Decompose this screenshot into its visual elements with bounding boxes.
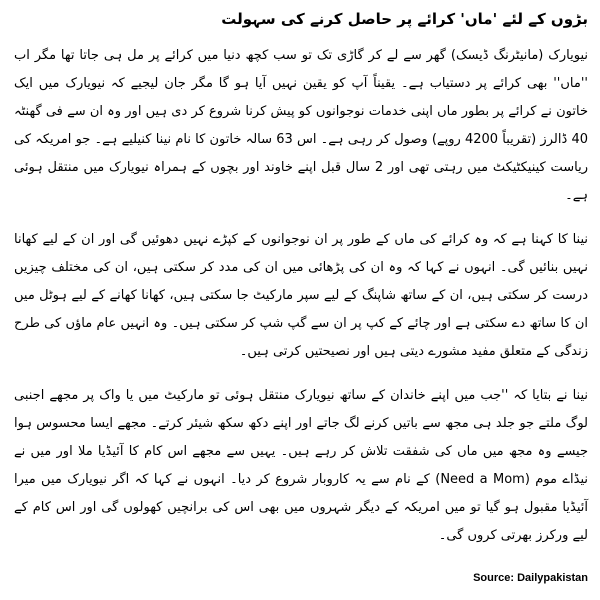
article-paragraph: نیویارک (مانیٹرنگ ڈیسک) گھر سے لے کر گاڑی تک تو سب کچھ دنیا میں کرائے پر مل ہی جاتا تھا مگر اب ''ماں'' بھی کرائے پر دستیاب ہے۔ یقیناً آپ کو یقین نہیں آیا ہو گا مگر جان لیجیے کہ نیویارک میں ایک خاتون نے کرائے پر بطور ماں اپنی خدمات نوجوانوں کو پیش کرنا شروع کر دی ہیں اور وہ ان سے فی گھنٹہ 40 ڈالرز (تقریباً 4200 روپے) وصول کر رہی ہے۔ اس 63 سالہ خاتون کا نام نینا کنیلیے ہے۔ جو امریکہ کی ریاست کینیکٹیکٹ میں رہتی تھی اور 2 سال قبل اپنے خاوند اور بچوں کے ہمراہ نیویارک میں منتقل ہوئی ہے۔: [14, 48, 588, 203]
article-page: [14, 6, 588, 594]
source-credit: Source: Dailypakistan: [473, 572, 588, 584]
article-paragraph: نینا نے بتایا کہ ''جب میں اپنے خاندان کے ساتھ نیویارک منتقل ہوئی تو مارکیٹ میں یا واک پر مجھے اجنبی لوگ ملتے جو جلد ہی مجھ سے باتیں کرنے لگ جاتے اور اپنے دکھ سکھ شیئر کرتے۔ مجھے ایسا محسوس ہوا جیسے وہ مجھ میں ماں کی شفقت تلاش کر رہے ہیں۔ یہیں سے مجھے اس کام کا آئیڈیا ملا اور میں نے نیڈاے موم (Need a Mom) کے نام سے یہ کاروبار شروع کر دیا۔ انہوں نے کہا کہ اگر نیویارک میں میرا آئیڈیا مقبول ہو گیا تو میں امریکہ کے دیگر شہروں میں بھی اس کی برانچیں کھولوں گی اور اس کام کے لیے ورکرز بھرتی کروں گی۔: [14, 388, 588, 543]
article-paragraph: نینا کا کہنا ہے کہ وہ کرائے کی ماں کے طور پر ان نوجوانوں کے کپڑے نہیں دھوئیں گی اور ان کے لیے کھانا نہیں بنائیں گی۔ انہوں نے کہا کہ وہ ان کی پڑھائی میں ان کی مدد کر سکتی ہیں، ان کی مختلف چیزیں درست کر سکتی ہیں، ان کے ساتھ شاپنگ کے لیے سپر مارکیٹ جا سکتی ہیں، کھانا کھانے کے لیے ہوٹل میں ان کا ساتھ دے سکتی ہے اور چائے کے کپ پر ان سے گپ شپ کر سکتی ہیں۔ وہ انہیں عام ماؤں کی طرح زندگی کے متعلق مفید مشورے دیتی ہیں اور نصیحتیں کرتی ہیں۔: [14, 232, 588, 359]
article-body: [14, 42, 588, 550]
article-title: بڑوں کے لئے 'ماں' کرائے پر حاصل کرنے کی سہولت: [221, 10, 588, 28]
